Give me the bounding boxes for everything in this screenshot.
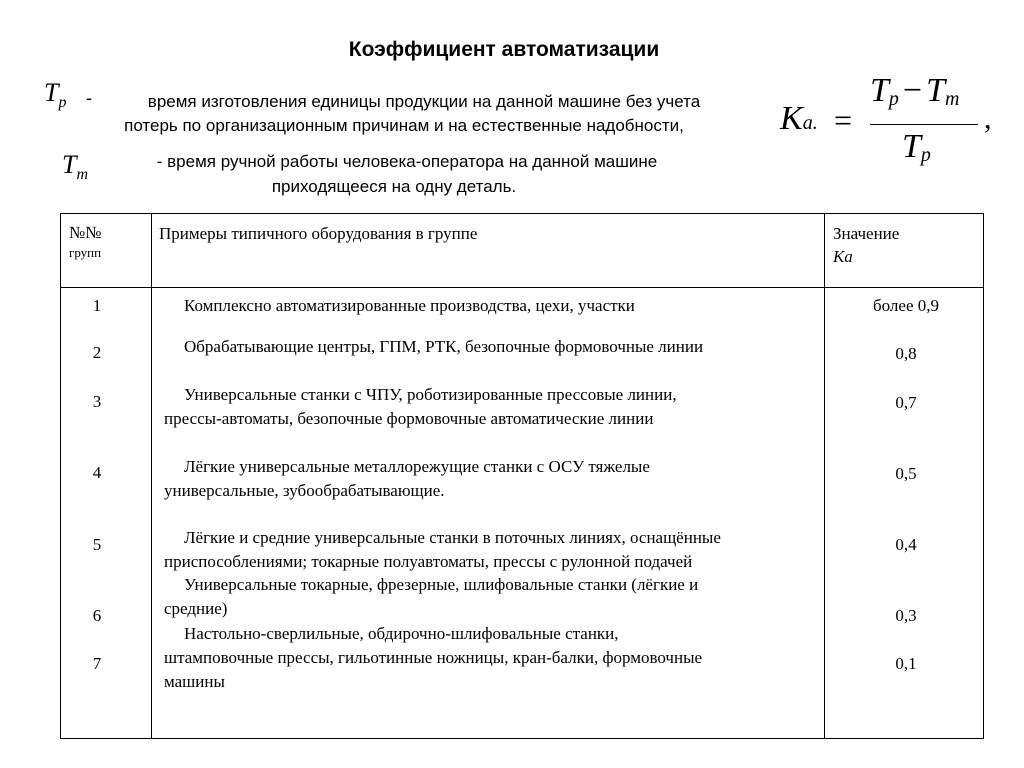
header-group-label: групп bbox=[69, 245, 102, 260]
formula-denominator: Tp bbox=[902, 128, 931, 166]
row-4-value: 0,5 bbox=[895, 464, 917, 483]
row-3-value: 0,7 bbox=[895, 393, 917, 412]
row-3-number: 3 bbox=[92, 392, 102, 411]
table-divider-col1 bbox=[151, 214, 152, 738]
header-group-number: №№ bbox=[69, 223, 102, 242]
tp-definition-line2: потерь по организационным причинам и на естественные надобности, bbox=[124, 116, 684, 135]
row-6-number: 6 bbox=[92, 606, 102, 625]
tp-dash: - bbox=[86, 88, 92, 108]
automation-table bbox=[60, 213, 984, 739]
row-4-description: Лёгкие универсальные металлорежущие станки с ОСУ тяжелые универсальные, зубообрабатывающие. bbox=[164, 457, 650, 500]
row-7-description: Настольно-сверлильные, обдирочно-шлифовальные станки, штамповочные прессы, гильотинные ножницы, кран-балки, формовочные машины bbox=[164, 624, 703, 691]
row-7-value: 0,1 bbox=[895, 654, 917, 673]
formula-equals: = bbox=[834, 102, 853, 138]
formula-fraction-bar bbox=[870, 124, 978, 125]
row-5-description: Лёгкие и средние универсальные станки в поточных линиях, оснащённые приспособлениями; токарные полуавтоматы, прессы с рулонной подачей bbox=[164, 528, 721, 571]
automation-formula bbox=[780, 72, 995, 182]
row-6-description: Универсальные токарные, фрезерные, шлифовальные станки (лёгкие и средние) bbox=[164, 575, 699, 618]
header-value-ka: Ка bbox=[833, 247, 853, 266]
header-examples: Примеры типичного оборудования в группе bbox=[159, 224, 478, 243]
tm-symbol: Tm bbox=[62, 150, 89, 183]
row-5-number: 5 bbox=[92, 535, 102, 554]
row-5-value: 0,4 bbox=[895, 535, 917, 554]
row-7-number: 7 bbox=[92, 654, 102, 673]
row-2-number: 2 bbox=[92, 343, 102, 362]
header-value: Значение bbox=[833, 224, 900, 243]
row-1-number: 1 bbox=[92, 296, 102, 315]
table-divider-col2 bbox=[824, 214, 825, 738]
row-4-number: 4 bbox=[92, 463, 102, 482]
formula-comma: , bbox=[984, 102, 992, 135]
formula-lhs: Ka. bbox=[780, 100, 818, 137]
tp-symbol: Tp bbox=[44, 78, 67, 111]
table-header-divider bbox=[61, 287, 983, 288]
row-1-description: Комплексно автоматизированные производства, цехи, участки bbox=[184, 296, 635, 315]
row-2-description: Обрабатывающие центры, ГПМ, РТК, безопочные формовочные линии bbox=[184, 337, 704, 356]
row-1-value: более 0,9 bbox=[873, 296, 939, 315]
row-2-value: 0,8 bbox=[895, 344, 917, 363]
formula-numerator: Tp − Tm bbox=[870, 72, 960, 110]
page-title: Коэффициент автоматизации bbox=[348, 38, 660, 61]
tp-definition-line1: время изготовления единицы продукции на данной машине без учета bbox=[147, 92, 701, 111]
row-6-value: 0,3 bbox=[895, 606, 917, 625]
tm-definition-line1: - время ручной работы человека-оператора на данной машине bbox=[156, 152, 658, 171]
row-3-description: Универсальные станки с ЧПУ, роботизированные прессовые линии, прессы-автоматы, безопочные формовочные автоматические линии bbox=[164, 385, 677, 428]
tm-definition-line2: приходящееся на одну деталь. bbox=[271, 177, 517, 196]
